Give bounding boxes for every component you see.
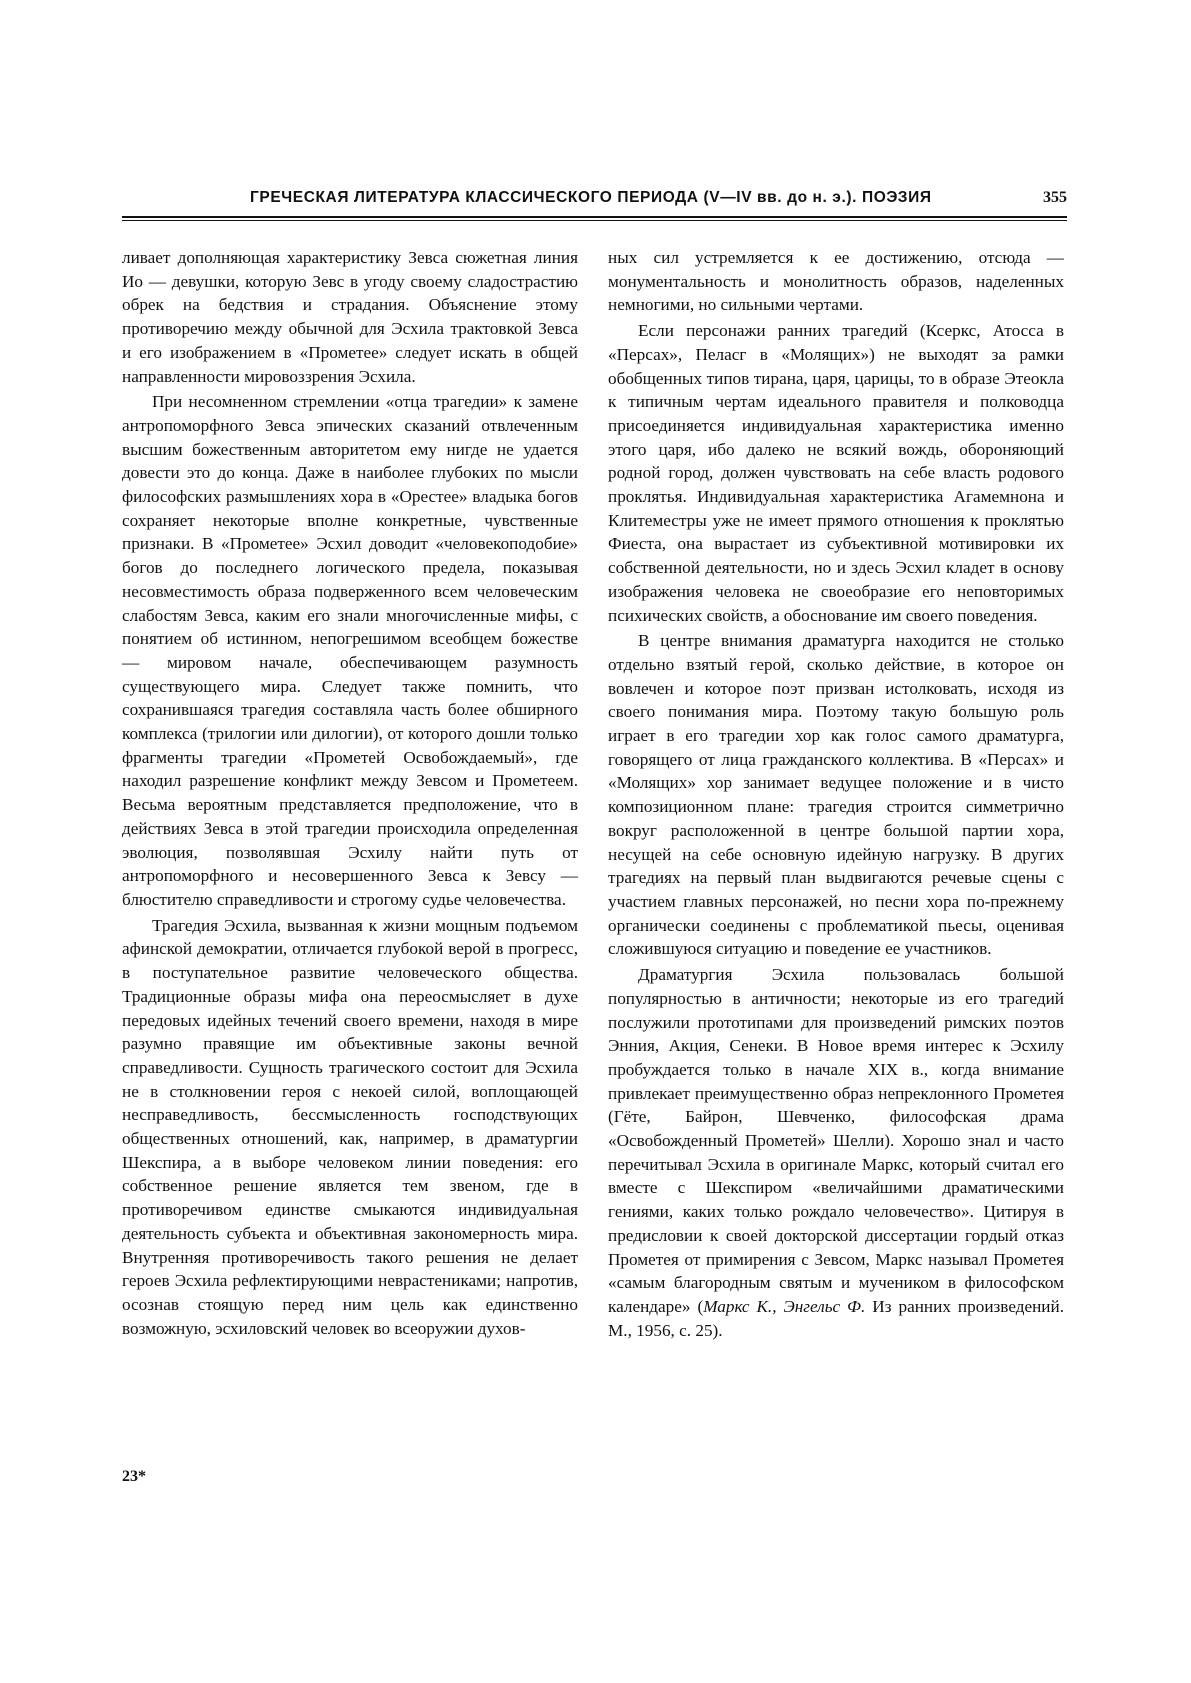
paragraph: В центре внимания драматурга находится не столько отдельно взятый герой, сколько действие, в которое он вовлечен и которое поэт призван истолковать, исходя из своего понимания мира. Поэтому такую большую роль играет в его трагедии хор как голос самого драматурга, говорящего от лица гражданского коллектива. В «Персах» и «Молящих» хор занимает ведущее положение и в чисто композиционном плане: трагедия строится симметрично вокруг расположенной в центре большой партии хора, несущей на себе основную идейную нагрузку. В других трагедиях на первый план выдвигаются речевые сцены с участием главных персонажей, но песни хора по-прежнему органически соединены с проблематикой пьесы, оценивая сложившуюся ситуацию и поведение ее участников. — [608, 631, 1064, 959]
left-column — [122, 246, 578, 1340]
citation-authors: Маркс К., Энгельс Ф. — [703, 1296, 866, 1316]
page-number: 355 — [1043, 189, 1067, 206]
paragraph-continuation: ливает дополняющая характеристику Зевса сюжетная линия Ио — девушки, которую Зевс в угоду своему сладострастию обрек на бедствия и страдания. Объяснение этому противоречию между обычной для Эсхила трактовкой Зевса и его изображением в «Прометее» следует искать в общей направленности мировоззрения Эсхила. — [122, 248, 578, 386]
paragraph: Трагедия Эсхила, вызванная к жизни мощным подъемом афинской демократии, отличается глубокой верой в прогресс, в поступательное развитие человеческого общества. Традиционные образы мифа она переосмысляет в духе передовых идейных течений своего времени, находя в мире разумно правящие им объективные законы вечной справедливости. Сущность трагического состоит для Эсхила не в столкновении героя с некоей силой, воплощающей несправедливость, бессмысленность господствующих общественных отношений, как, например, в драматургии Шекспира, а в выборе человеком линии поведения: его собственное решение является тем звеном, где в противоречивом единстве смыкаются индивидуальная деятельность субъекта и объективная закономерность мира. Внутренняя противоречивость такого решения не делает героев Эсхила рефлектирующими неврастениками; напротив, осознав стоящую перед ним цель как единственно возможную, эсхиловский человек во всеоружии духов- — [122, 915, 578, 1338]
header-rule-thick — [122, 216, 1067, 218]
signature-mark: 23* — [122, 1468, 146, 1485]
right-column — [608, 246, 1064, 1342]
paragraph: При несомненном стремлении «отца трагедии» к замене антропоморфного Зевса эпических сказаний отвлеченным высшим божественным авторитетом ему нигде не удается довести это до конца. Даже в наиболее глубоких по мысли философских размышлениях хора в «Орестее» владыка богов сохраняет некоторые вполне конкретные, чувственные признаки. В «Прометее» Эсхил доводит «человекоподобие» богов до последнего логического предела, показывая несовместимость образа подверженного всем человеческим слабостям Зевса, каким его знали многочисленные мифы, с понятием об истинном, непогрешимом всеобщем божестве — мировом начале, обеспечивающем разумность существующего мира. Следует также помнить, что сохранившаяся трагедия составляла часть более обширного комплекса (трилогии или дилогии), от которого дошли только фрагменты трагедии «Прометей Освобождаемый», где находил разрешение конфликт между Зевсом и Прометеем. Весьма вероятным представляется предположение, что в действиях Зевса в этой трагедии происходила определенная эволюция, позволявшая Эсхилу найти путь от антропоморфного и несовершенного Зевса к Зевсу — блюстителю справедливости и строгому судье человечества. — [122, 392, 578, 909]
running-header — [122, 189, 1067, 215]
header-rule-thin — [122, 220, 1067, 221]
paragraph-continuation: ных сил устремляется к ее достижению, отсюда — монументальность и монолитность образов, наделенных немногими, но сильными чертами. — [608, 248, 1064, 315]
paragraph-text: Драматургия Эсхила пользовалась большой популярностью в античности; некоторые из его трагедий послужили прототипами для произведений римских поэтов Энния, Акция, Сенеки. В Новое время интерес к Эсхилу пробуждается только в начале XIX в., когда внимание привлекает преимущественно образ непреклонного Прометея (Гёте, Байрон, Шевченко, философская драма «Освобожденный Прометей» Шелли). Хорошо знал и часто перечитывал Эсхила в оригинале Маркс, который считал его вместе с Шекспиром «величайшими драматическими гениями, каких только рождало человечество». Цитируя в предисловии к своей докторской диссертации гордый отказ Прометея от примирения с Зевсом, Маркс называл Прометея «самым благородным святым и мучеником в философском календаре» ( — [608, 965, 1064, 1316]
running-header-title: ГРЕЧЕСКАЯ ЛИТЕРАТУРА КЛАССИЧЕСКОГО ПЕРИОДА (V—IV вв. до н. э.). ПОЭЗИЯ — [250, 189, 932, 206]
paragraph: Если персонажи ранних трагедий (Ксеркс, Атосса в «Персах», Пеласг в «Молящих») не выходят за рамки обобщенных типов тирана, царя, царицы, то в образе Этеокла к типичным чертам идеального правителя и полководца присоединяется индивидуальная характеристика именно этого царя, ибо далеко не всякий вождь, обороняющий родной город, должен чувствовать на себе власть родового проклятья. Индивидуальная характеристика Агамемнона и Клитеместры уже не имеет прямого отношения к проклятью Фиеста, она вырастает из субъективной мотивировки их собственной деятельности, но и здесь Эсхил кладет в основу изображения человека не своеобразие его неповторимых психических свойств, а обоснование им своего поведения. — [608, 321, 1064, 625]
citation-tail: Из ранних произведений. М., 1956, с. 25). — [608, 1296, 1064, 1340]
paragraph-with-citation — [608, 963, 1064, 1342]
